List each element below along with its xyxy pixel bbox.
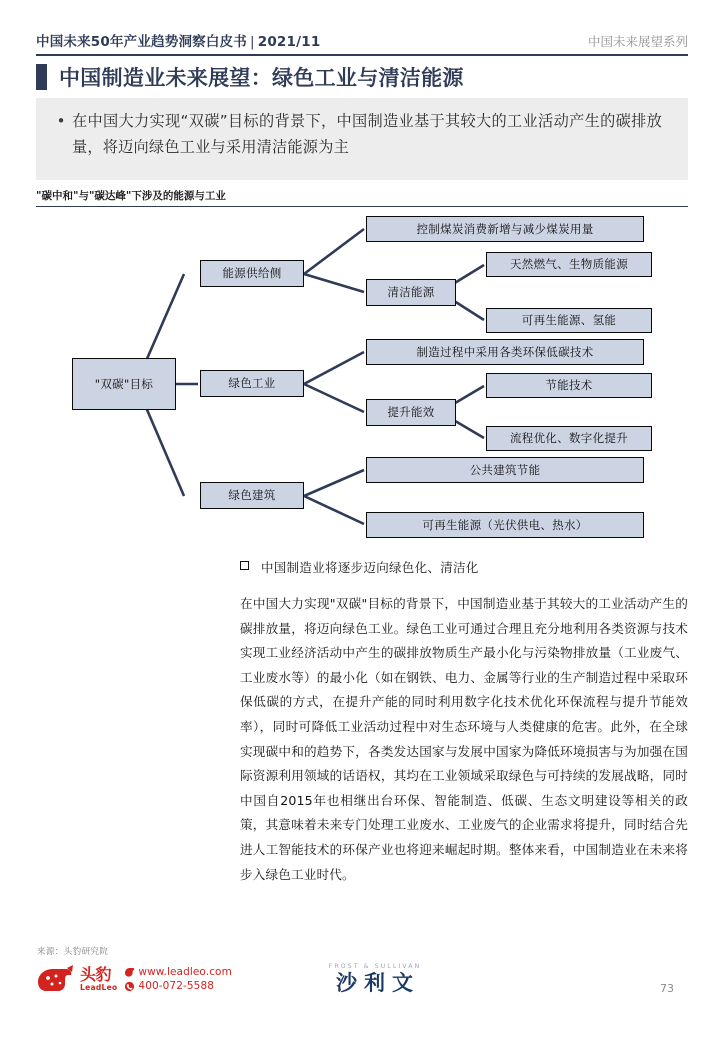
page-number: 73 [660,982,674,995]
website-text: www.leadleo.com [138,966,232,978]
summary-bullet-icon: • [56,112,66,130]
leadleo-logo [36,964,232,994]
page-footer [0,962,720,1022]
leopard-logo-icon [36,964,74,994]
summary-text: 在中国大力实现“双碳”目标的背景下，中国制造业基于其较大的工业活动产生的碳排放量，将迈向绿色工业与采用清洁能源为主 [72,112,662,156]
footer-source: 来源：头豹研究院 [37,947,109,957]
diagram-node-label: 提升能效 [387,405,435,420]
diagram-node-label: 绿色建筑 [228,488,276,503]
body-heading [240,558,688,576]
frost-sullivan-cn-name: 沙利文 [336,971,420,995]
diagram-node-green-building [200,482,304,509]
diagram-node-label: 可再生能源（光伏供电、热水） [422,517,588,532]
leadleo-en-name: LeadLeo [80,982,118,992]
diagram-node-saving-tech [486,373,652,398]
diagram-node-label: "双碳"目标 [94,376,154,391]
title-marker-icon [36,64,47,90]
diagram-caption [36,188,688,207]
header-series-title: 中国未来展望系列 [587,34,688,49]
phone-line[interactable] [124,979,232,993]
page-title: 中国制造业未来展望：绿色工业与清洁能源 [59,66,464,90]
square-bullet-icon [240,561,249,570]
diagram-node-label: 可再生能源、氢能 [521,313,617,328]
diagram-node-label: 绿色工业 [228,376,276,391]
diagram-node-root [72,358,176,410]
body-section [240,558,688,887]
diagram-node-renewable-hydrogen [486,308,652,333]
page-header [36,30,688,52]
diagram-node-process-digital [486,426,652,451]
diagram-node-public-building-saving [366,457,644,483]
diagram-node-label: 天然燃气、生物质能源 [510,257,628,272]
diagram-node-clean-energy [366,279,456,306]
diagram-caption-rule [36,206,688,207]
carbon-strategy-diagram [36,212,688,547]
diagram-node-label: 公共建筑节能 [469,462,541,477]
diagram-node-label: 能源供给侧 [222,266,282,281]
diagram-node-label: 制造过程中采用各类环保低碳技术 [416,344,594,359]
diagram-node-label: 清洁能源 [387,285,435,300]
diagram-node-natural-gas-biomass [486,252,652,277]
header-separator: | [250,34,255,50]
leadleo-contact [124,965,232,993]
diagram-node-label: 控制煤炭消费新增与减少煤炭用量 [416,221,594,236]
diagram-node-label: 流程优化、数字化提升 [510,431,628,446]
header-divider [36,54,688,56]
body-paragraph: 在中国大力实现"双碳"目标的背景下，中国制造业基于其较大的工业活动产生的碳排放量，将迈向绿色工业。绿色工业可通过合理且充分地利用各类资源与技术实现工业经济活动中产生的碳排放物质生产最小化与污染物排放量（工业废气、工业废水等）的最小化（如在钢铁、电力、金属等行业的生产制造过程中采取环保低碳的方式，在提升产能的同时利用数字化技术优化环保流程与提升节能效率），同时可降低工业活动过程中对生态环境与人类健康的危害。此外，在全球实现碳中和的趋势下，各类发达国家与发展中国家为降低环境损害与为加强在国际资源利用领域的话语权，其均在工业领域采取绿色与可持续的发展战略，同时中国自2015年也相继出台环保、智能制造、低碳、生态文明建设等相关的政策，其意味着未来专门处理工业废水、工业废气的企业需求将提升，同时结合先进人工智能技术的环保产业也将迎来崛起时期。整体来看，中国制造业在未来将步入绿色工业时代。 [240,596,688,882]
page-title-row [36,60,688,94]
website-line[interactable] [124,965,232,979]
summary-callout [36,98,688,180]
leadleo-wordmark [80,964,118,992]
header-left-title [36,30,320,50]
body-heading-text: 中国制造业将逐步迈向绿色化、清洁化 [261,560,479,575]
header-whitepaper-title: 中国未来50年产业趋势洞察白皮书 [36,34,247,50]
diagram-node-renewable-pv-hotwater [366,512,644,538]
diagram-node-low-carbon-tech [366,339,644,365]
frost-sullivan-logo [310,962,440,996]
leadleo-cn-name: 头豹 [80,964,112,984]
diagram-caption-text: "碳中和"与"碳达峰"下涉及的能源与工业 [36,190,226,202]
diagram-node-energy-supply [200,260,304,287]
phone-text: 400-072-5588 [138,980,215,992]
globe-icon [124,967,135,978]
diagram-node-green-industry [200,370,304,397]
phone-icon [124,981,135,992]
header-date: 2021/11 [257,34,321,50]
diagram-node-coal-control [366,216,644,242]
frost-sullivan-en-name: FROST & SULLIVAN [328,963,422,970]
diagram-node-label: 节能技术 [545,378,593,393]
diagram-node-energy-efficiency [366,399,456,426]
